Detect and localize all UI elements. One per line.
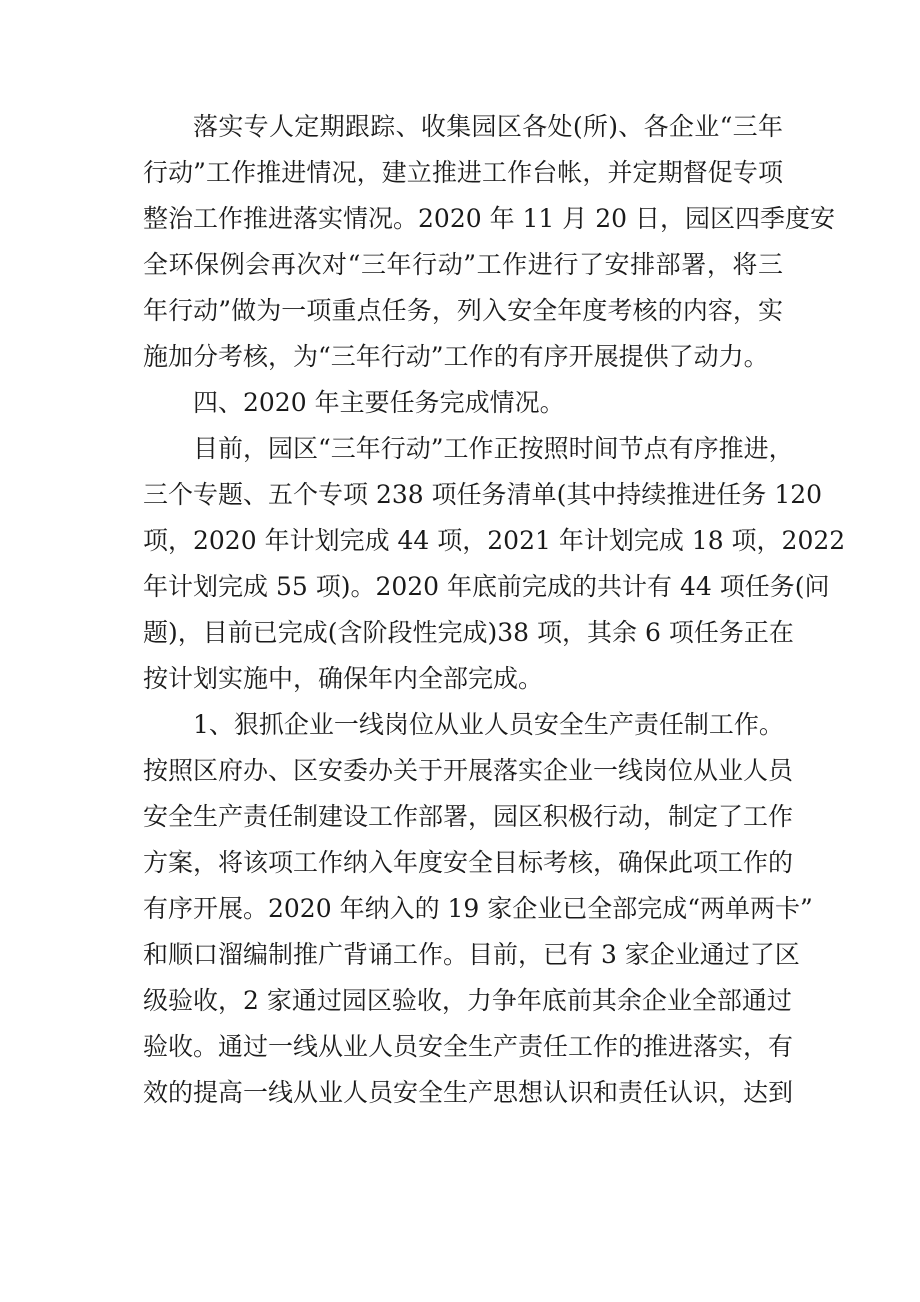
paragraph-line: 行动”工作推进情况，建立推进工作台帐，并定期督促专项 (143, 158, 783, 187)
paragraph-line: 级验收，2 家通过园区验收，力争年底前其余企业全部通过 (143, 986, 792, 1015)
paragraph-line: 年计划完成 55 项)。2020 年底前完成的共计有 44 项任务(问 (143, 572, 830, 601)
subsection-heading: 1、狠抓企业一线岗位从业人员安全生产责任制工作。 (193, 710, 784, 739)
section-heading: 四、2020 年主要任务完成情况。 (193, 388, 565, 417)
paragraph-line: 按计划实施中，确保年内全部完成。 (143, 664, 544, 693)
paragraph-line: 三个专题、五个专项 238 项任务清单(其中持续推进任务 120 (143, 480, 823, 509)
paragraph-line: 验收。通过一线从业人员安全生产责任工作的推进落实，有 (143, 1032, 794, 1061)
paragraph-line: 按照区府办、区安委办关于开展落实企业一线岗位从业人员 (143, 756, 794, 785)
paragraph-line: 效的提高一线从业人员安全生产思想认识和责任认识，达到 (143, 1078, 794, 1107)
paragraph-line: 整治工作推进落实情况。2020 年 11 月 20 日，园区四季度安 (143, 204, 835, 233)
paragraph-line: 和顺口溜编制推广背诵工作。目前，已有 3 家企业通过了区 (143, 940, 800, 969)
paragraph-line: 全环保例会再次对“三年行动”工作进行了安排部署，将三 (143, 250, 783, 279)
paragraph-line: 方案，将该项工作纳入年度安全目标考核，确保此项工作的 (143, 848, 794, 877)
paragraph-line: 落实专人定期跟踪、收集园区各处(所)、各企业“三年 (193, 112, 783, 141)
paragraph-line: 安全生产责任制建设工作部署，园区积极行动，制定了工作 (143, 802, 794, 831)
paragraph-line: 有序开展。2020 年纳入的 19 家企业已全部完成“两单两卡” (143, 894, 813, 923)
paragraph-line: 目前，园区“三年行动”工作正按照时间节点有序推进， (193, 434, 794, 463)
paragraph-line: 年行动”做为一项重点任务，列入安全年度考核的内容，实 (143, 296, 783, 325)
paragraph-line: 项，2020 年计划完成 44 项，2021 年计划完成 18 项，2022 (143, 526, 846, 555)
paragraph-line: 题)，目前已完成(含阶段性完成)38 项，其余 6 项任务正在 (143, 618, 794, 647)
paragraph-line: 施加分考核，为“三年行动”工作的有序开展提供了动力。 (143, 342, 769, 371)
